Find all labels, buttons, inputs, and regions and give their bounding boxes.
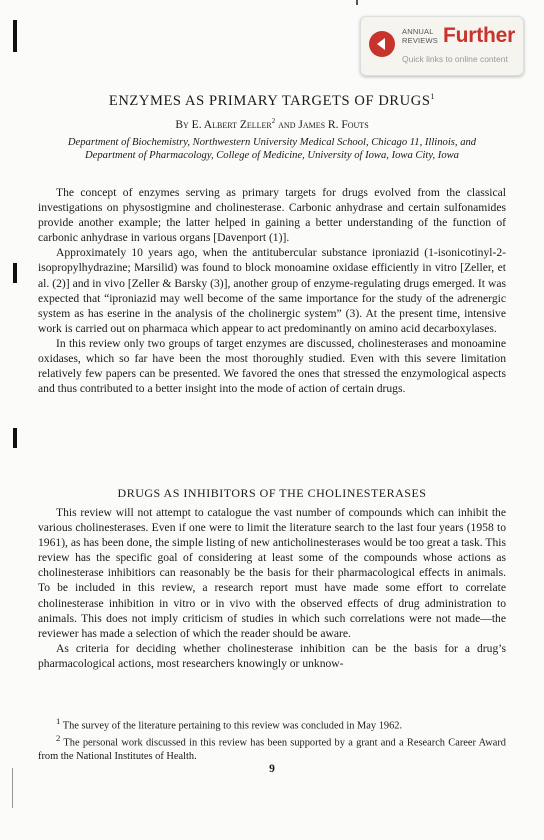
section-heading: DRUGS AS INHIBITORS OF THE CHOLINESTERASES: [117, 486, 427, 500]
scan-margin-mark: [13, 20, 17, 52]
scan-margin-mark: [13, 428, 17, 448]
author-line: [0, 117, 544, 131]
paragraph: This review will not attempt to catalogue the vast number of compounds which can inhibit the various cholinesterases. Even if one were to limit the literature search to the last four years (1958 to 1961), as has been done, the simple listing of new anticholinesterases would be too great a task. This review has the specific goal of considering at least some of the compounds whose actions as cholinesterase inhibitiors can reasonably be the basis for their pharmacological effects in animals. To be included in this review, a research report must have made some effort to correlate cholinesterase inhibition in vitro or in vivo with the observed effects of drug administration to animals. This does not imply criticism of studies in which such correlations were not made—the reviewer has made a selection of which the reader should be aware.: [38, 506, 506, 640]
footnotes: [38, 715, 506, 763]
byline-by: By: [175, 118, 189, 131]
footnote-text: The survey of the literature pertaining to this review was concluded in May 1962.: [62, 720, 403, 732]
title-text: ENZYMES AS PRIMARY TARGETS OF DRUGS: [108, 92, 431, 109]
paragraph: In this review only two groups of target enzymes are discussed, cholinesterases and monoamine oxidases, which so far have been the most thoroughly studied. Even with this severe limitation relatively few papers can be presented. We favored the ones that stressed the enzymological aspects and thus contributed to a better insight into the mode of action of certain drugs.: [38, 336, 506, 396]
footnote-text: The personal work discussed in this review has been supported by a grant and a Research Career Award from the National Institutes of Health.: [38, 737, 506, 762]
page-number: 9: [269, 763, 275, 775]
logo-line-reviews: REVIEWS: [402, 35, 438, 45]
back-arrow-icon: [369, 31, 395, 57]
author-footnote-mark: 2: [271, 117, 276, 125]
further-subtitle: Quick links to online content: [402, 54, 508, 64]
title-footnote-mark: 1: [430, 92, 436, 101]
section-body: [38, 505, 506, 671]
paragraph: The concept of enzymes serving as primary targets for drugs evolved from the classical investigations on physostigmine and cholinesterase. Carbonic anhydrase and certain sulfonamides provide another example; the latter helped in gaining a better understanding of the function of carbonic anhydrase in various organs [Davenport (1)].: [38, 186, 506, 245]
author-name: E. Albert Zeller: [191, 118, 272, 131]
footnote-mark: 1: [56, 716, 61, 726]
affiliation: Department of Biochemistry, Northwestern University Medical School, Chicago 11, Illinois, and Department of Pharmacology, College of Medicine, University of Iowa, Iowa City, Iowa: [67, 137, 477, 161]
paragraph: Approximately 10 years ago, when the antitubercular substance iproniazid (1-isonicotinyl-2-isopropylhydrazine; Marsilid) was found to block monoamine oxidase efficiently in vitro [Zeller, et al. (2)] and in vivo [Zeller & Barsky (3)], another group of enzyme-regulating drugs emerged. It was expected that “iproniazid may well become of the same importance for the study of the adrenergic system as has eserine in the analysis of the cholinergic system” (3). At the present time, intensive work is carried out on pharmaca which appear to act predominantly on amino acid decarboxylases.: [38, 246, 506, 335]
logo-line-annual: ANNUAL: [402, 27, 434, 36]
introduction: [38, 185, 506, 396]
further-label: Further: [443, 24, 516, 47]
byline-and: and: [278, 118, 296, 131]
author-name: James R. Fouts: [298, 118, 369, 131]
paragraph: As criteria for deciding whether cholinesterase inhibition can be the basis for a drug’s pharmacological actions, most researchers knowingly or unknow-: [38, 641, 506, 670]
article-title: [0, 92, 544, 110]
scan-edge-tick: [356, 0, 358, 5]
further-online-badge[interactable]: [360, 16, 524, 76]
footnote: [38, 732, 506, 762]
footnote: [38, 715, 506, 732]
annual-reviews-logo: [402, 28, 438, 45]
scan-margin-mark: [13, 263, 17, 283]
footnote-mark: 2: [56, 733, 61, 744]
